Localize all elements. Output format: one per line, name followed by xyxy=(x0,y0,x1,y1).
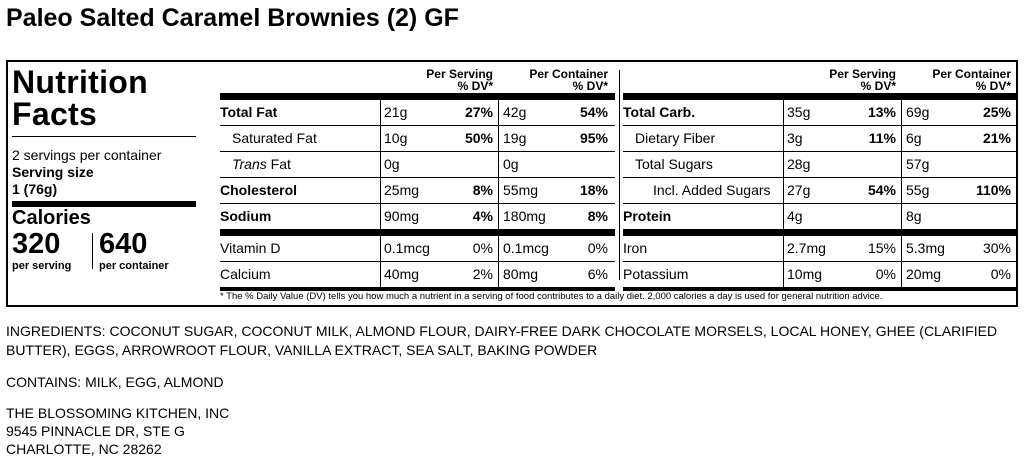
nutrient-row-sodium: Sodium 90mg 4% 180mg 8% xyxy=(220,208,608,224)
calories-per-serving: 320 xyxy=(12,228,61,260)
divider-thick xyxy=(220,93,615,100)
nutrient-row-vitamin-d: Vitamin D 0.1mcg 0% 0.1mcg 0% xyxy=(220,240,608,256)
address-line: 9545 PINNACLE DR, STE G xyxy=(6,423,185,439)
nutrient-row-total-carb: Total Carb. 35g 13% 69g 25% xyxy=(623,104,1011,120)
daily-value-footnote: * The % Daily Value (DV) tells you how much a nutrient in a serving of food contributes to a daily diet. 2,000 calories a day is used for general nutrition advice. xyxy=(220,291,883,302)
header-per-container: Per Container % DV* xyxy=(529,67,608,93)
header-per-serving: Per Serving % DV* xyxy=(426,67,493,93)
servings-per-container: 2 servings per container xyxy=(12,147,162,163)
nutrient-row-iron: Iron 2.7mg 15% 5.3mg 30% xyxy=(623,240,1011,256)
divider xyxy=(12,136,196,137)
divider-thick xyxy=(623,93,1018,100)
divider-thick xyxy=(623,229,1018,236)
per-container-label: per container xyxy=(99,260,169,272)
nutrient-row-cholesterol: Cholesterol 25mg 8% 55mg 18% xyxy=(220,182,608,198)
servings-info xyxy=(12,147,212,198)
nutrient-row-total-sugars: Total Sugars 28g 57g xyxy=(635,156,930,172)
nutrient-row-calcium: Calcium 40mg 2% 80mg 6% xyxy=(220,266,608,282)
nutrient-row-protein: Protein 4g 8g xyxy=(623,208,922,224)
nutrition-heading-line2: Facts xyxy=(12,96,98,132)
nutrient-row-saturated-fat: Saturated Fat 10g 50% 19g 95% xyxy=(232,130,608,146)
nutrient-row-potassium: Potassium 10mg 0% 20mg 0% xyxy=(623,266,1011,282)
serving-size-label: Serving size xyxy=(12,164,94,180)
nutrient-row-trans-fat: Trans Fat 0g 0g xyxy=(232,156,519,172)
per-serving-label: per serving xyxy=(12,260,72,272)
nutrient-row-added-sugars: Incl. Added Sugars 27g 54% 55g 110% xyxy=(653,182,1011,198)
calories-per-container: 640 xyxy=(99,228,148,260)
nutrient-row-dietary-fiber: Dietary Fiber 3g 11% 6g 21% xyxy=(635,130,1011,146)
header-per-serving: Per Serving % DV* xyxy=(829,67,896,93)
header-per-container: Per Container % DV* xyxy=(932,67,1011,93)
calories-values xyxy=(12,229,212,273)
manufacturer-address xyxy=(6,404,229,458)
calories-label: Calories xyxy=(12,207,91,229)
table-divider xyxy=(619,70,620,280)
address-line: CHARLOTTE, NC 28262 xyxy=(6,441,162,457)
ingredients-list: INGREDIENTS: COCONUT SUGAR, COCONUT MILK, ALMOND FLOUR, DAIRY-FREE DARK CHOCOLATE MORSELS, LOCAL HONEY, GHEE (CLARIFIED BUTTER), EGGS, ARROWROOT FLOUR, VANILLA EXTRACT, SEA SALT, BAKING POWDER xyxy=(6,323,998,358)
nutrition-heading xyxy=(12,66,212,130)
nutrient-row-total-fat: Total Fat 21g 27% 42g 54% xyxy=(220,104,608,120)
nutrition-heading-line1: Nutrition xyxy=(12,64,148,100)
nutrition-facts-panel xyxy=(6,60,1018,307)
calories-divider xyxy=(92,233,93,269)
allergen-statement: CONTAINS: MILK, EGG, ALMOND xyxy=(6,374,224,390)
divider-thick xyxy=(220,229,615,236)
product-title: Paleo Salted Caramel Brownies (2) GF xyxy=(6,4,459,32)
address-line: THE BLOSSOMING KITCHEN, INC xyxy=(6,405,230,421)
serving-size-value: 1 (76g) xyxy=(12,181,58,197)
